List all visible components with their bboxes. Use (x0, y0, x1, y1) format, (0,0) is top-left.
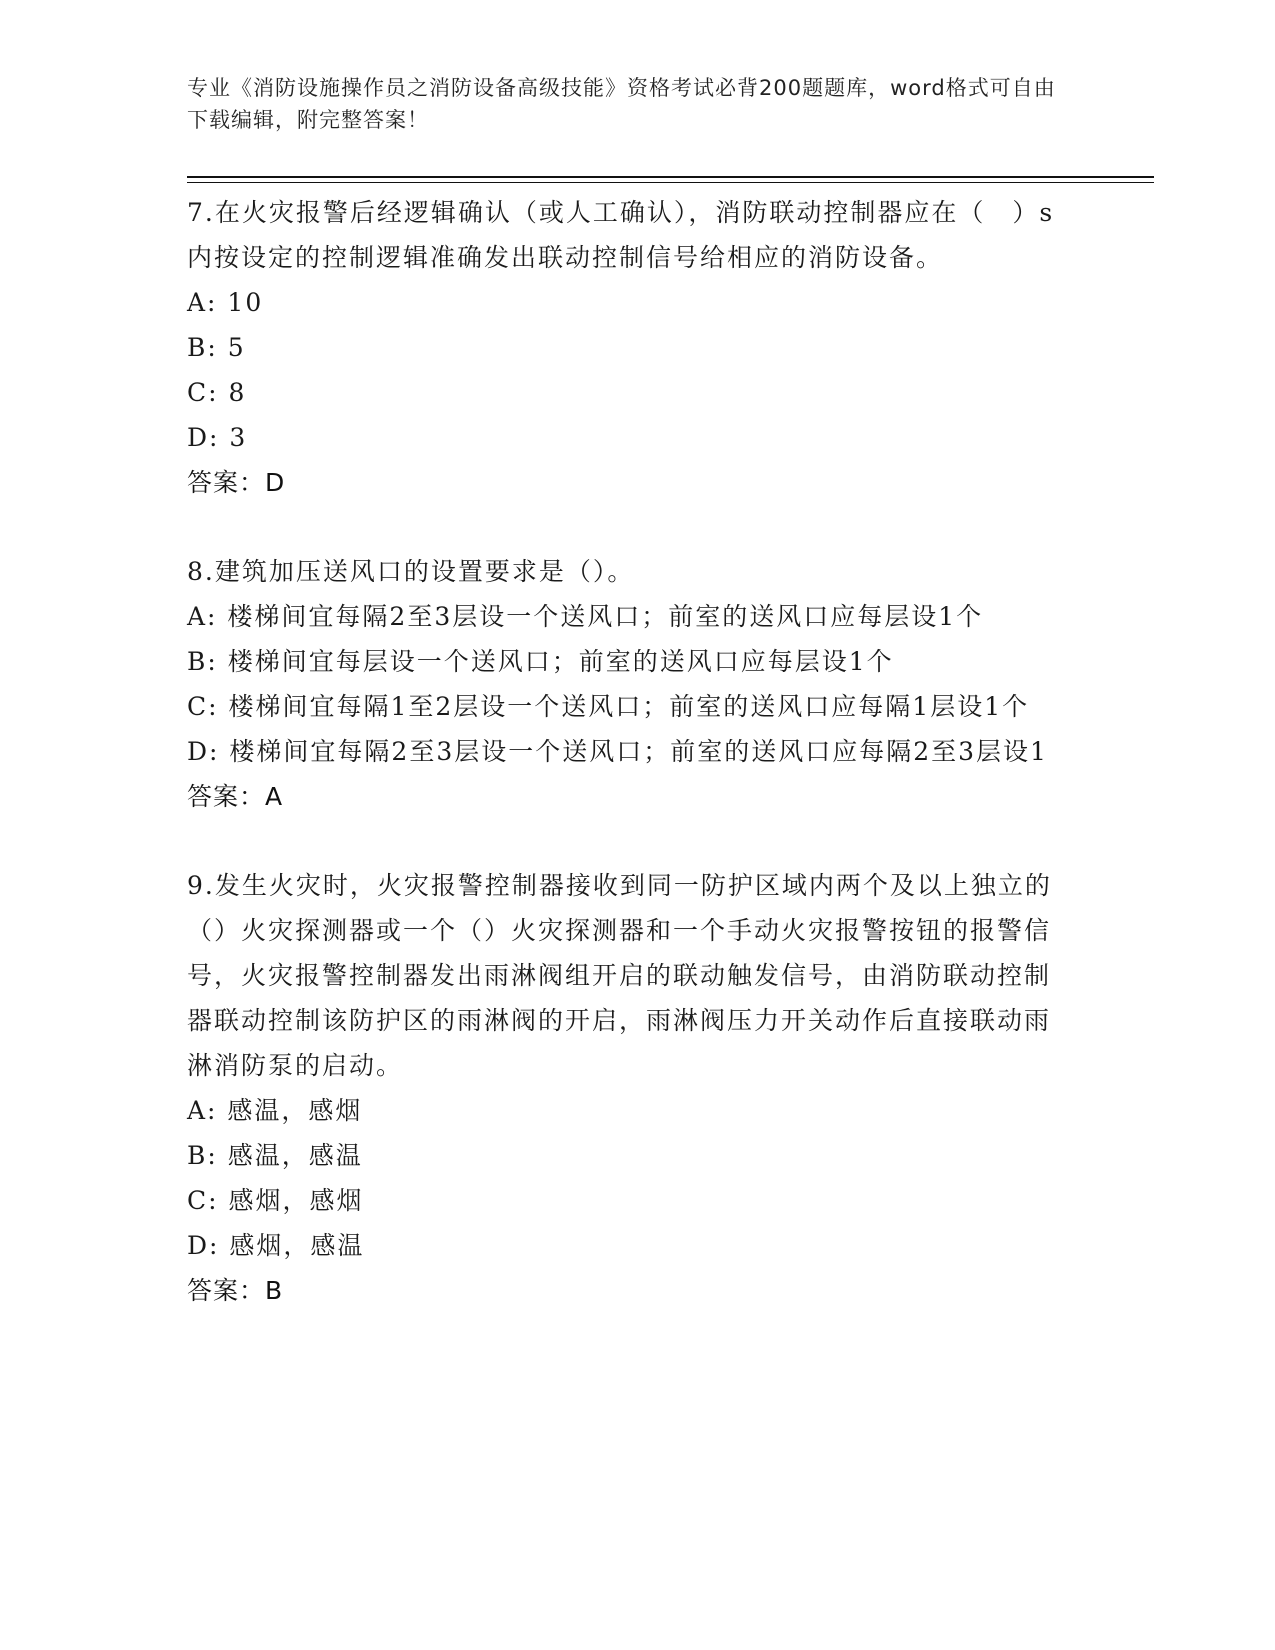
document-header (187, 72, 1067, 136)
question-list (187, 190, 1077, 1357)
question-9 (187, 863, 1077, 1313)
question-7 (187, 190, 1077, 505)
question-text: 9.发生火灾时，火灾报警控制器接收到同一防护区域内两个及以上独立的（）火灾探测器或一个（）火灾探测器和一个手动火灾报警按钮的报警信号，火灾报警控制器发出雨淋阀组开启的联动触发信号，由消防联动控制器联动控制该防护区的雨淋阀的开启，雨淋阀压力开关动作后直接联动雨淋消防泵的启动。 (187, 871, 1052, 1080)
header-rule-thin (187, 182, 1154, 183)
option-b: B: 感温，感温 (187, 1141, 363, 1170)
option-a: A: 楼梯间宜每隔2至3层设一个送风口；前室的送风口应每层设1个 (187, 602, 984, 631)
option-c: C: 8 (187, 378, 247, 407)
option-d: D: 楼梯间宜每隔2至3层设一个送风口；前室的送风口应每隔2至3层设1 (187, 737, 1048, 766)
option-a: A: 10 (187, 288, 264, 317)
question-text: 7.在火灾报警后经逻辑确认（或人工确认），消防联动控制器应在（ ）s内按设定的控制逻辑准确发出联动控制信号给相应的消防设备。 (187, 198, 1055, 272)
option-d: D: 感烟，感温 (187, 1231, 365, 1260)
option-b: B: 楼梯间宜每层设一个送风口；前室的送风口应每层设1个 (187, 647, 894, 676)
header-rule-thick (187, 176, 1154, 178)
answer: 答案：D (187, 468, 286, 497)
header-text: 专业《消防设施操作员之消防设备高级技能》资格考试必背200题题库，word格式可自由下载编辑，附完整答案！ (187, 76, 1056, 132)
option-b: B: 5 (187, 333, 246, 362)
question-8 (187, 549, 1077, 819)
answer: 答案：B (187, 1276, 284, 1305)
option-c: C: 楼梯间宜每隔1至2层设一个送风口；前室的送风口应每隔1层设1个 (187, 692, 1030, 721)
answer: 答案：A (187, 782, 284, 811)
option-d: D: 3 (187, 423, 248, 452)
question-text: 8.建筑加压送风口的设置要求是（）。 (187, 557, 635, 586)
option-a: A: 感温，感烟 (187, 1096, 363, 1125)
option-c: C: 感烟，感烟 (187, 1186, 364, 1215)
